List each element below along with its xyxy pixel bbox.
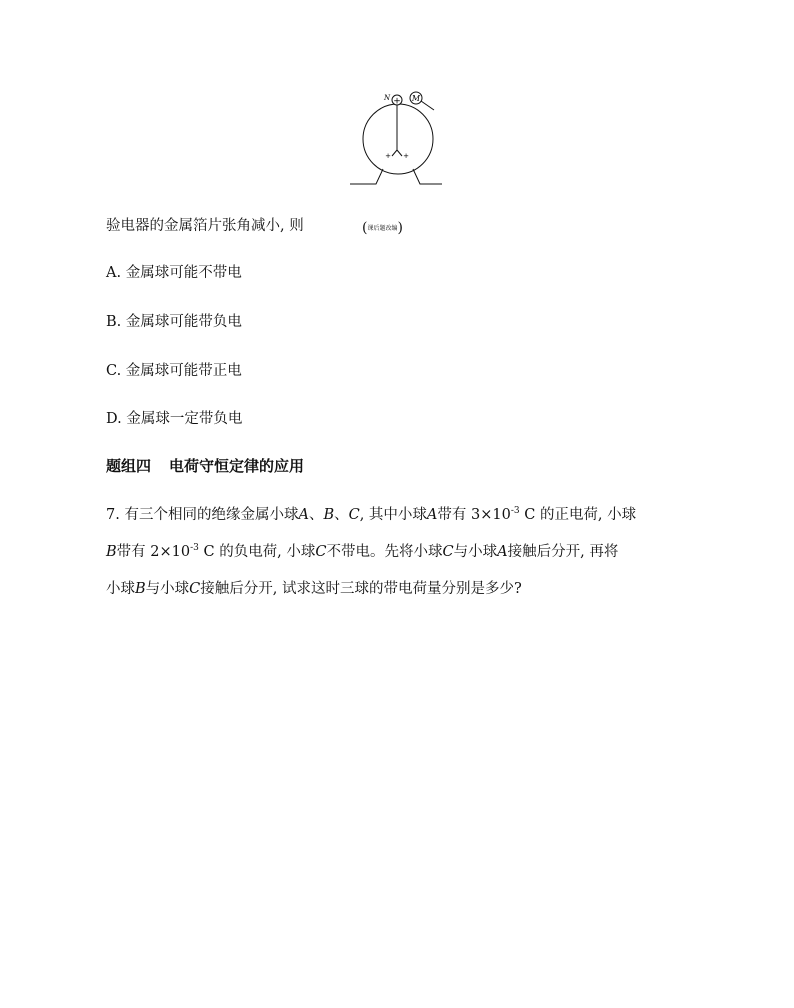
label-n: N (384, 94, 391, 102)
ball-a-label: A (426, 507, 438, 523)
ball-b-label: B (106, 544, 117, 560)
q7-text: 、 (308, 507, 324, 523)
foil-leaf-right (397, 150, 402, 156)
question-7-line-3 (106, 579, 522, 599)
leaf-charge-left: + (385, 152, 391, 160)
q7-text: 7. 有三个相同的绝缘金属小球 (106, 507, 299, 523)
q7-text: 、 (334, 507, 349, 523)
q7-text: 带有 3×10 (437, 507, 511, 523)
section-heading (106, 456, 304, 476)
exponent: -3 (190, 543, 199, 553)
q7-text: 接触后分开, 再将 (507, 544, 619, 560)
source-tag-text: 课后题改编 (367, 225, 398, 232)
ball-m-rod (421, 101, 434, 110)
q7-text: , 其中小球 (359, 507, 427, 523)
source-tag (362, 219, 403, 238)
stand-right (413, 169, 442, 184)
ball-b-label: B (135, 581, 146, 597)
q7-text: 不带电。先将小球 (326, 544, 443, 560)
ball-c-label: C (348, 507, 360, 523)
q7-text: 带有 2×10 (116, 544, 191, 560)
q7-text: 与小球 (145, 581, 190, 597)
knob-plus-sign: + (393, 96, 401, 107)
q7-text: 小球 (106, 581, 135, 597)
q7-text: 接触后分开, 试求这时三球的带电荷量分别是多少? (200, 581, 522, 597)
ball-b-label: B (323, 507, 335, 523)
q7-text: C 的负电荷, 小球 (198, 544, 316, 560)
question-7-line-2 (106, 542, 618, 562)
section-label: 题组四 (106, 457, 152, 475)
ball-c-label: C (189, 581, 201, 597)
source-tag-close: ) (397, 220, 403, 236)
foil-leaf-left (392, 150, 397, 156)
leaf-charge-right: + (403, 152, 409, 160)
section-title: 电荷守恒定律的应用 (169, 457, 305, 475)
stand-left (350, 169, 383, 184)
option-d: D. 金属球一定带负电 (106, 411, 243, 427)
electroscope-figure (346, 86, 446, 190)
option-a: A. 金属球可能不带电 (106, 265, 242, 281)
electroscope-case (363, 104, 433, 174)
ball-a-label: A (298, 507, 309, 523)
ball-c-label: C (442, 544, 454, 560)
q7-text: 与小球 (453, 544, 498, 560)
ball-c-label: C (315, 544, 327, 560)
option-c: C. 金属球可能带正电 (106, 363, 242, 379)
question-6-stem: 验电器的金属箔片张角减小, 则 (106, 218, 304, 234)
q7-text: C 的正电荷, 小球 (519, 507, 637, 523)
label-m: M (411, 94, 421, 103)
question-7-line-1 (106, 505, 636, 525)
ball-a-label: A (497, 544, 508, 560)
option-b: B. 金属球可能带负电 (106, 314, 242, 330)
exponent: -3 (510, 506, 520, 516)
source-tag-open: ( (362, 220, 368, 236)
